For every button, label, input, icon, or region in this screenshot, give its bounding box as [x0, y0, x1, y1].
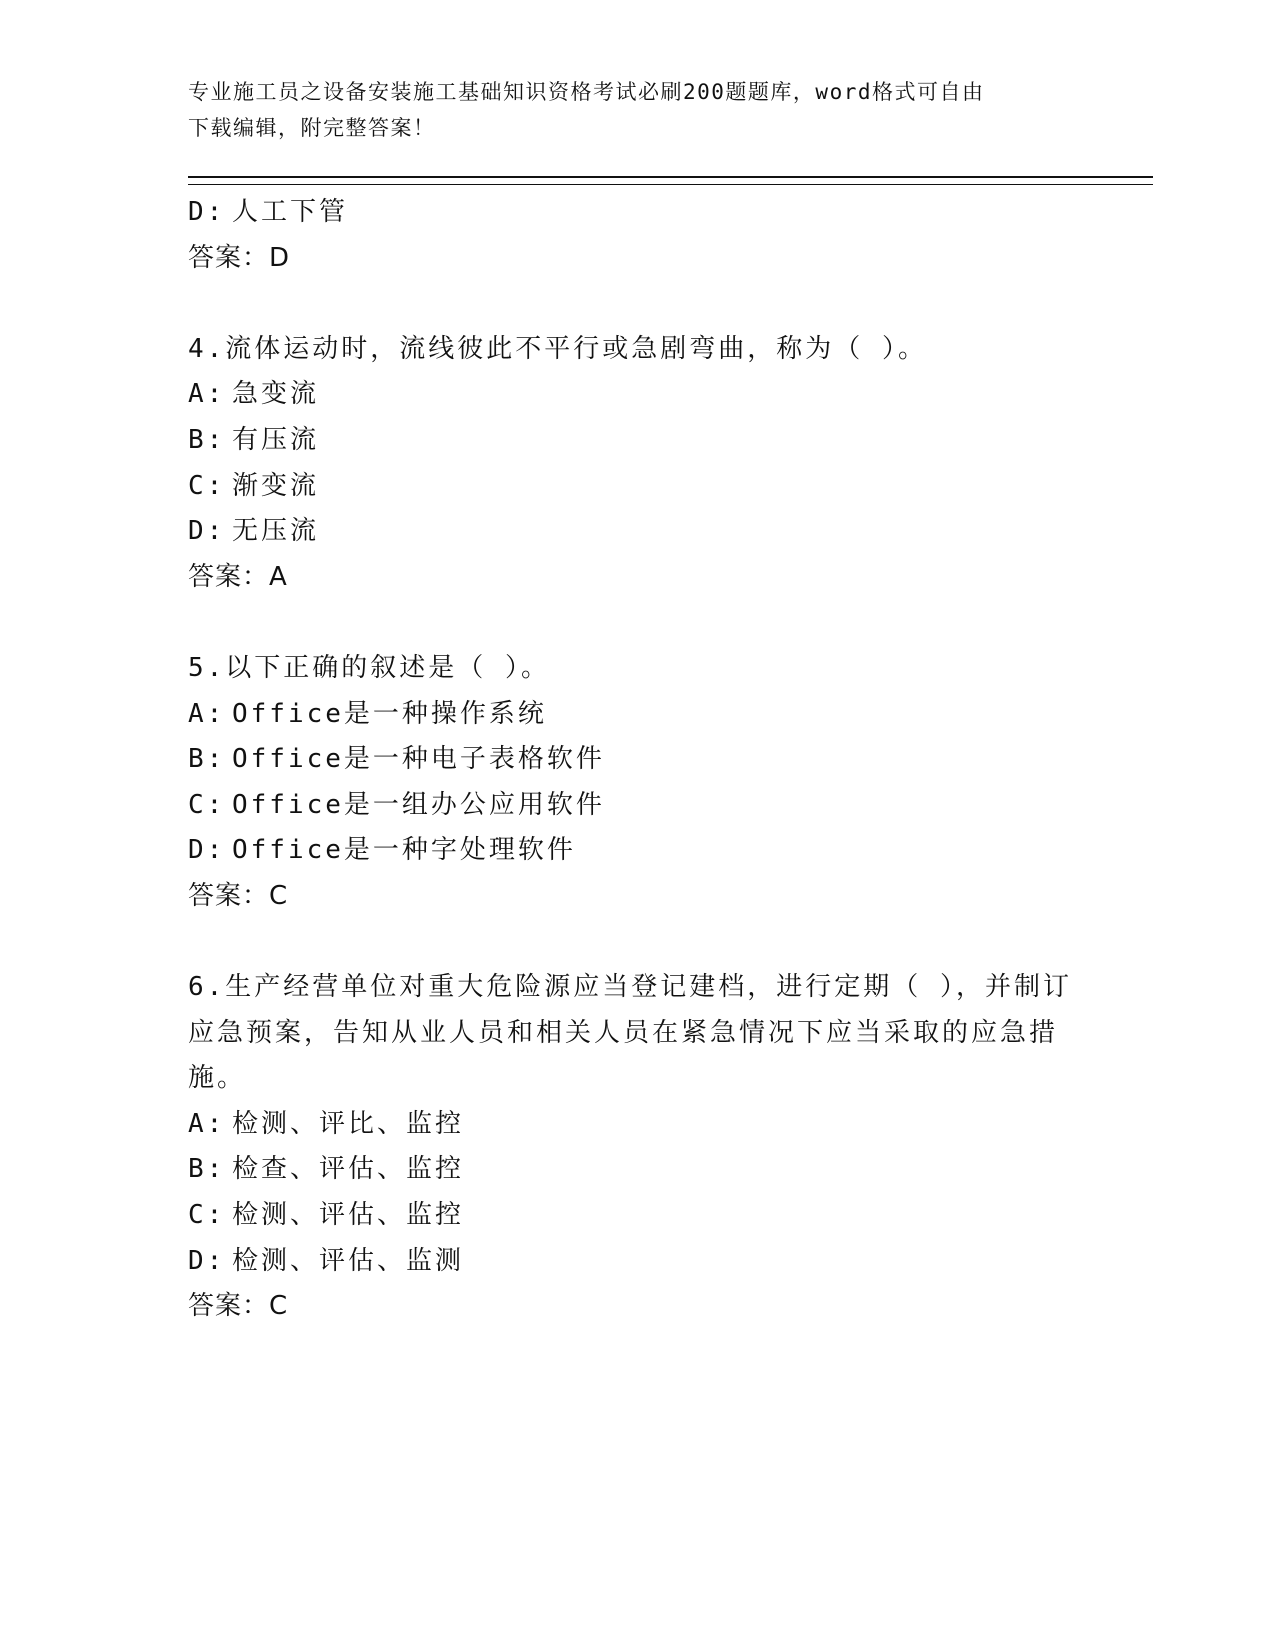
- question-4: [188, 327, 1088, 601]
- option-key: D:: [188, 835, 226, 866]
- option-text: 人工下管: [232, 197, 349, 227]
- question-stem: 4.流体运动时，流线彼此不平行或急剧弯曲，称为（ ）。: [188, 333, 927, 364]
- option-key: B:: [188, 424, 226, 455]
- option-text: 检测、评比、监控: [232, 1108, 465, 1139]
- answer-label: 答案：: [188, 242, 270, 273]
- spacer: [188, 281, 1088, 327]
- option-c: [188, 464, 1088, 510]
- option-c: [188, 1193, 1088, 1239]
- option-c: [188, 783, 1088, 829]
- option-a: [188, 1102, 1088, 1148]
- question-5: [188, 646, 1088, 920]
- question-stem-line-3: 施。: [188, 1063, 247, 1094]
- option-key: D:: [188, 1245, 226, 1276]
- answer-value: D: [269, 242, 293, 273]
- option-key: A:: [188, 379, 226, 410]
- question-stem-line-1: 6.生产经营单位对重大危险源应当登记建档，进行定期（ ），并制订: [188, 972, 1072, 1003]
- answer-value: C: [269, 880, 291, 911]
- document-header: [188, 74, 1088, 146]
- option-key: A:: [188, 1108, 226, 1139]
- option-d: [188, 509, 1088, 555]
- option-b: [188, 1147, 1088, 1193]
- option-key: B:: [188, 744, 226, 775]
- option-text: Office是一种电子表格软件: [232, 744, 605, 775]
- q3-answer: [188, 236, 1088, 282]
- option-key: C:: [188, 1200, 226, 1231]
- option-text: Office是一组办公应用软件: [232, 789, 605, 820]
- option-d: [188, 828, 1088, 874]
- option-key: C:: [188, 789, 226, 820]
- answer-value: A: [269, 561, 290, 592]
- question-stem: 5.以下正确的叙述是（ ）。: [188, 652, 550, 683]
- question-answer: [188, 555, 1088, 601]
- document-body: [188, 190, 1088, 1330]
- option-text: Office是一种字处理软件: [232, 835, 576, 866]
- option-b: [188, 737, 1088, 783]
- option-text: 检测、评估、监测: [232, 1245, 465, 1276]
- option-text: 检测、评估、监控: [232, 1200, 465, 1231]
- header-divider: [188, 176, 1153, 185]
- answer-label: 答案：: [188, 880, 270, 911]
- option-text: 渐变流: [232, 470, 320, 501]
- question-answer: [188, 1284, 1088, 1330]
- option-text: 检查、评估、监控: [232, 1154, 465, 1185]
- option-key: D:: [188, 516, 226, 547]
- option-key: C:: [188, 470, 226, 501]
- option-text: 急变流: [232, 379, 320, 410]
- option-text: 无压流: [232, 516, 320, 547]
- option-key: D:: [188, 197, 226, 227]
- header-line-1: 专业施工员之设备安装施工基础知识资格考试必刷200题题库，word格式可自由: [188, 80, 985, 104]
- header-line-2: 下载编辑，附完整答案！: [188, 116, 436, 140]
- option-a: [188, 692, 1088, 738]
- answer-label: 答案：: [188, 1291, 270, 1322]
- option-text: 有压流: [232, 424, 320, 455]
- option-d: [188, 1239, 1088, 1285]
- question-answer: [188, 874, 1088, 920]
- option-key: B:: [188, 1154, 226, 1185]
- answer-value: C: [269, 1291, 291, 1322]
- option-b: [188, 418, 1088, 464]
- q3-option-d: [188, 190, 1088, 236]
- question-stem-line-2: 应急预案，告知从业人员和相关人员在紧急情况下应当采取的应急措: [188, 1017, 1059, 1048]
- spacer: [188, 600, 1088, 646]
- option-text: Office是一种操作系统: [232, 698, 547, 729]
- option-a: [188, 372, 1088, 418]
- answer-label: 答案：: [188, 561, 270, 592]
- question-6: [188, 965, 1088, 1330]
- option-key: A:: [188, 698, 226, 729]
- spacer: [188, 920, 1088, 966]
